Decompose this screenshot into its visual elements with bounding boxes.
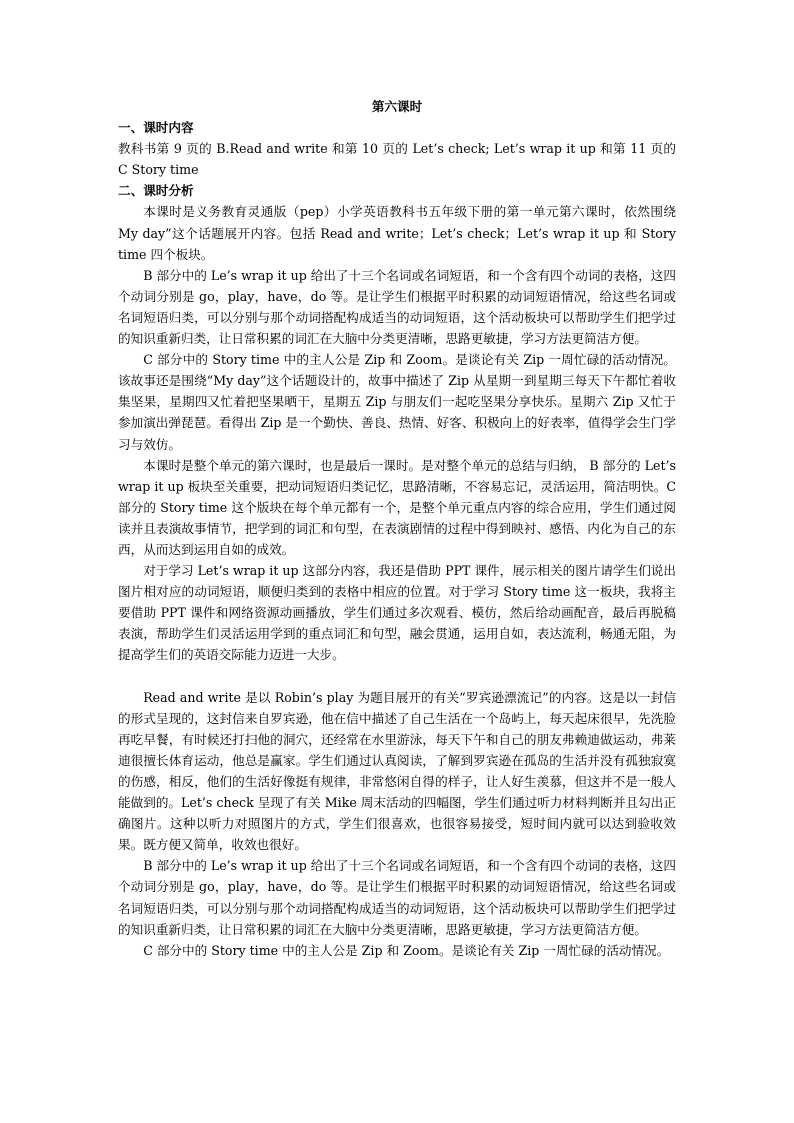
lesson-title: 第六课时	[371, 99, 423, 114]
paragraph: Read and write 是以 Robin’s play 为题目展开的有关“罗宾逊漂流记”的内容。这是以一封信的形式呈现的，这封信来自罗宾逊，他在信中描述了自己生活在一个岛屿上，每天起床很早，先洗脸再吃早餐，有时候还打扫他的洞穴，还经常在水里游泳，每天下午和自己的朋友弗赖迪做运动，弗莱迪很擅长体育运动，他总是赢家。学生们通过认真阅读，了解到罗宾逊在孤岛的生活并没有孤独寂寞的伤感，相反，他们的生活好像挺有规律，非常悠闲自得的样子，让人好生羡慕，但这并不是一般人能做到的。Let’s check 呈现了有关 Mike 周末活动的四幅图，学生们通过听力材料判断并且勾出正确图片。这种以听力对照图片的方式，学生们很喜欢，也很容易接受，短时间内就可以达到验收效果。既方便又简单，收效也很好。	[118, 689, 676, 853]
paragraph: B 部分中的 Le’s wrap it up 给出了十三个名词或名词短语，和一个含有四个动词的表格，这四个动词分别是 go，play，have，do 等。是让学生们根据平时积累的动词短语情况，给这些名词或名词短语归类，可以分别与那个动词搭配构成适当的动词短语，这个活动板块可以帮助学生们把学过的知识重新归类，让日常积累的词汇在大脑中分类更清晰，思路更敏捷，学习方法更简洁方便。	[118, 858, 676, 937]
section-heading-content: 一、课时内容	[118, 120, 194, 136]
document-page	[118, 96, 676, 961]
blank-line	[118, 666, 676, 687]
paragraph: B 部分中的 Le’s wrap it up 给出了十三个名词或名词短语，和一个含有四个动词的表格，这四个动词分别是 go，play，have，do 等。是让学生们根据平时积累的动词短语情况，给这些名词或名词短语归类，可以分别与那个动词搭配构成适当的动词短语，这个活动板块可以帮助学生们把学过的知识重新归类，让日常积累的词汇在大脑中分类更清晰，思路更敏捷，学习方法更简洁方便。	[118, 267, 676, 347]
paragraph: 本课时是整个单元的第六课时，也是最后一课时。是对整个单元的总结与归纳， B 部分的 Let’s wrap it up 板块至关重要，把动词短语归类记忆，思路清晰，不容易忘记，灵活运用，简洁明快。C 部分的 Story time 这个版块在每个单元都有一个，是整个单元重点内容的综合应用，学生们通过阅读并且表演故事情节，把学到的词汇和句型，在表演剧情的过程中得到映衬、感悟、内化为自己的东西，从而达到运用自如的成效。	[118, 457, 676, 557]
section-heading-analysis: 二、课时分析	[118, 183, 194, 199]
paragraph: 对于学习 Let’s wrap it up 这部分内容，我还是借助 PPT 课件，展示相关的图片请学生们说出图片相对应的动词短语，顺便归类到的表格中相应的位置。对于学习 Story time 这一板块，我将主要借助 PPT 课件和网络资源动画播放，学生们通过多次观看、模仿，然后给动画配音，最后再脱稿表演，帮助学生们灵活运用学到的重点词汇和句型，融会贯通，运用自如，表达流利，畅通无阻，为提高学生们的英语交际能力迈进一大步。	[118, 563, 676, 663]
paragraph: C 部分中的 Story time 中的主人公是 Zip 和 Zoom。是谈论有关 Zip 一周忙碌的活动情况。	[143, 942, 670, 958]
paragraph: C 部分中的 Story time 中的主人公是 Zip 和 Zoom。是谈论有关 Zip 一周忙碌的活动情况。该故事还是围绕“My day”这个话题设计的，故事中描述了 Zip 从星期一到星期三每天下午都忙着收集坚果，星期四又忙着把坚果晒干，星期五 Zip 与朋友们一起吃坚果分享快乐。星期六 Zip 又忙于参加演出弹琵琶。看得出 Zip 是一个勤快、善良、热情、好客、积极向上的好表率，值得学会生门学习与效仿。	[118, 352, 676, 452]
paragraph: 本课时是义务教育灵通版（pep）小学英语教科书五年级下册的第一单元第六课时，依然围绕My day”这个话题展开内容。包括 Read and write；Let’s check；Let’s wrap it up 和 Story time 四个板块。	[118, 204, 676, 262]
section-content-text: 教科书第 9 页的 B.Read and write 和第 10 页的 Let’s check; Let’s wrap it up 和第 11 页的 C Story time	[118, 141, 676, 178]
